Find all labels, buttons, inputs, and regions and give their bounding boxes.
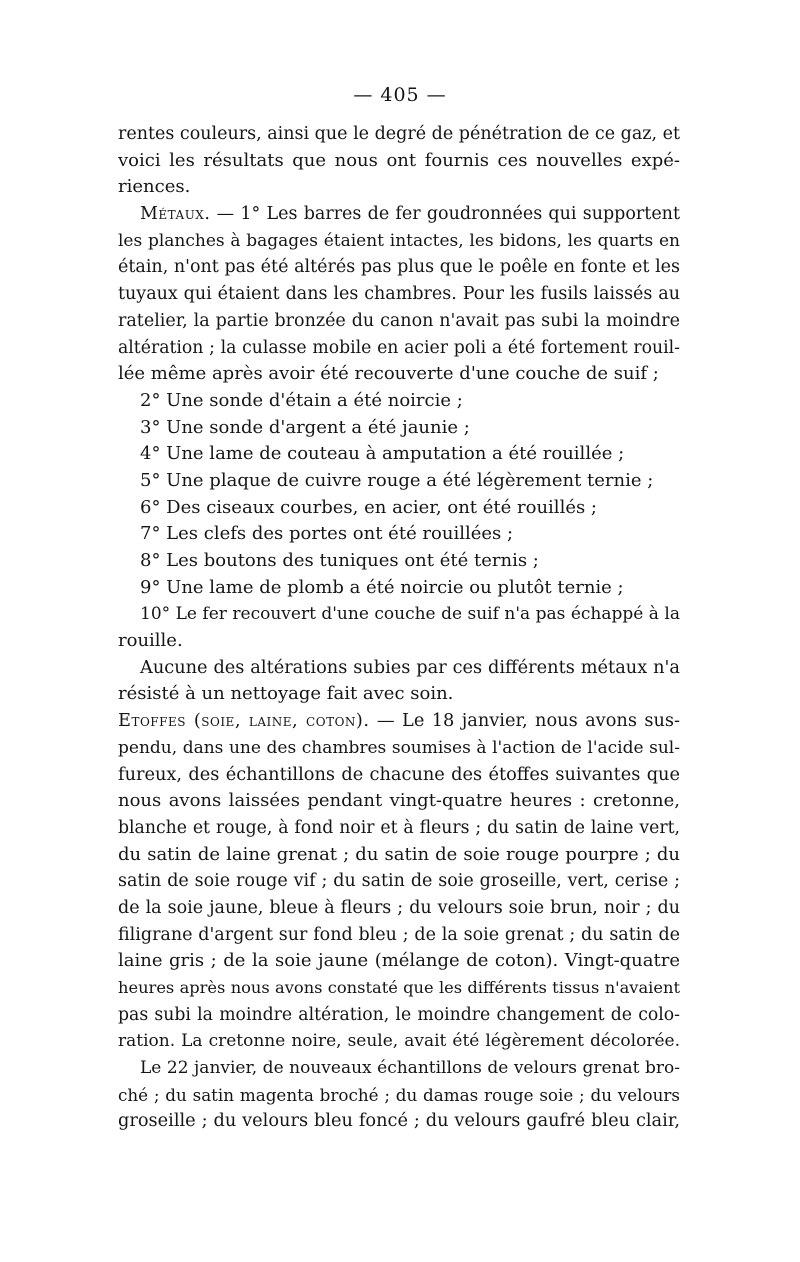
body-text [118,121,680,1135]
section-heading-etoffes: Etoffes (soie, laine, coton). [118,711,370,732]
list-item: 4° Une lame de couteau à amputation a été rouillée ; [140,443,625,465]
text-line: voici les résultats que nous ont fournis ces nouvelles expé- [118,149,680,171]
list-item: 10° Le fer recouvert d'une couche de suif n'a pas échappé à la [140,604,680,625]
text-line: groseille ; du velours bleu foncé ; du velours gaufré bleu clair, [118,1111,680,1132]
section-heading-metaux: Métaux. [140,204,211,225]
text-line: les planches à bagages étaient intactes, les bidons, les quarts en [118,230,680,251]
text-line: étain, n'ont pas été altérés pas plus que le poêle en fonte et les [118,257,680,278]
list-item: 5° Une plaque de cuivre rouge a été légèrement ternie ; [140,469,654,491]
text-line: fureux, des échantillons de chacune des étoffes suivantes que [118,764,680,785]
text-line: altération ; la culasse mobile en acier poli a été fortement rouil- [118,337,680,358]
list-item: 2° Une sonde d'étain a été noircie ; [140,389,463,411]
text-line: ratelier, la partie bronzée du canon n'avait pas subi la moindre [118,310,680,331]
list-item: 6° Des ciseaux courbes, en acier, ont été rouillés ; [140,496,597,518]
text-line: tuyaux qui étaient dans les chambres. Pour les fusils laissés au [118,284,680,305]
text-line: laine gris ; de la soie jaune (mélange de coton). Vingt-quatre [118,950,680,972]
list-item: 9° Une lame de plomb a été noircie ou plutôt ternie ; [140,576,624,598]
text-line: pas subi la moindre altération, le moindre changement de colo- [118,1004,680,1025]
text-line: rouille. [118,630,183,652]
text-line: filigrane d'argent sur fond bleu ; de la soie grenat ; du satin de [118,924,680,945]
text-line: Aucune des altérations subies par ces différents métaux n'a [140,657,680,678]
text-line: lée même après avoir été recouverte d'une couche de suif ; [118,363,659,385]
list-item: 8° Les boutons des tuniques ont été ternis ; [140,550,539,571]
text-line: pendu, dans une des chambres soumises à l'action de l'acide sul- [118,737,680,758]
text-line-rest: — 1° Les barres de fer goudronnées qui supportent [216,204,680,225]
text-line: rentes couleurs, ainsi que le degré de pénétration de ce gaz, et [118,124,680,144]
text-line: Le 22 janvier, de nouveaux échantillons de velours grenat bro- [140,1058,680,1079]
list-item: 3° Une sonde d'argent a été jaunie ; [140,416,470,438]
list-item: 7° Les clefs des portes ont été rouillées ; [140,523,514,545]
text-line [118,201,680,228]
page-number: — 405 — [353,84,447,106]
text-line: ration. La cretonne noire, seule, avait été légèrement décolorée. [118,1031,680,1052]
text-line: heures après nous avons constaté que les différents tissus n'avaient [118,978,680,997]
text-line: riences. [118,176,191,198]
text-line: ché ; du satin magenta broché ; du damas rouge soie ; du velours [118,1084,680,1105]
text-line: blanche et rouge, à fond noir et à fleurs ; du satin de laine vert, [118,817,680,838]
text-line: du satin de laine grenat ; du satin de soie rouge pourpre ; du [118,843,680,865]
text-line: satin de soie rouge vif ; du satin de soie groseille, vert, cerise ; [118,871,680,892]
text-line [118,708,680,735]
text-line: nous avons laissées pendant vingt-quatre heures : cretonne, [118,790,680,812]
text-line-rest: — Le 18 janvier, nous avons sus- [376,711,680,732]
text-line: résisté à un nettoyage fait avec soin. [118,683,454,705]
text-line: de la soie jaune, bleue à fleurs ; du velours soie brun, noir ; du [118,897,680,918]
